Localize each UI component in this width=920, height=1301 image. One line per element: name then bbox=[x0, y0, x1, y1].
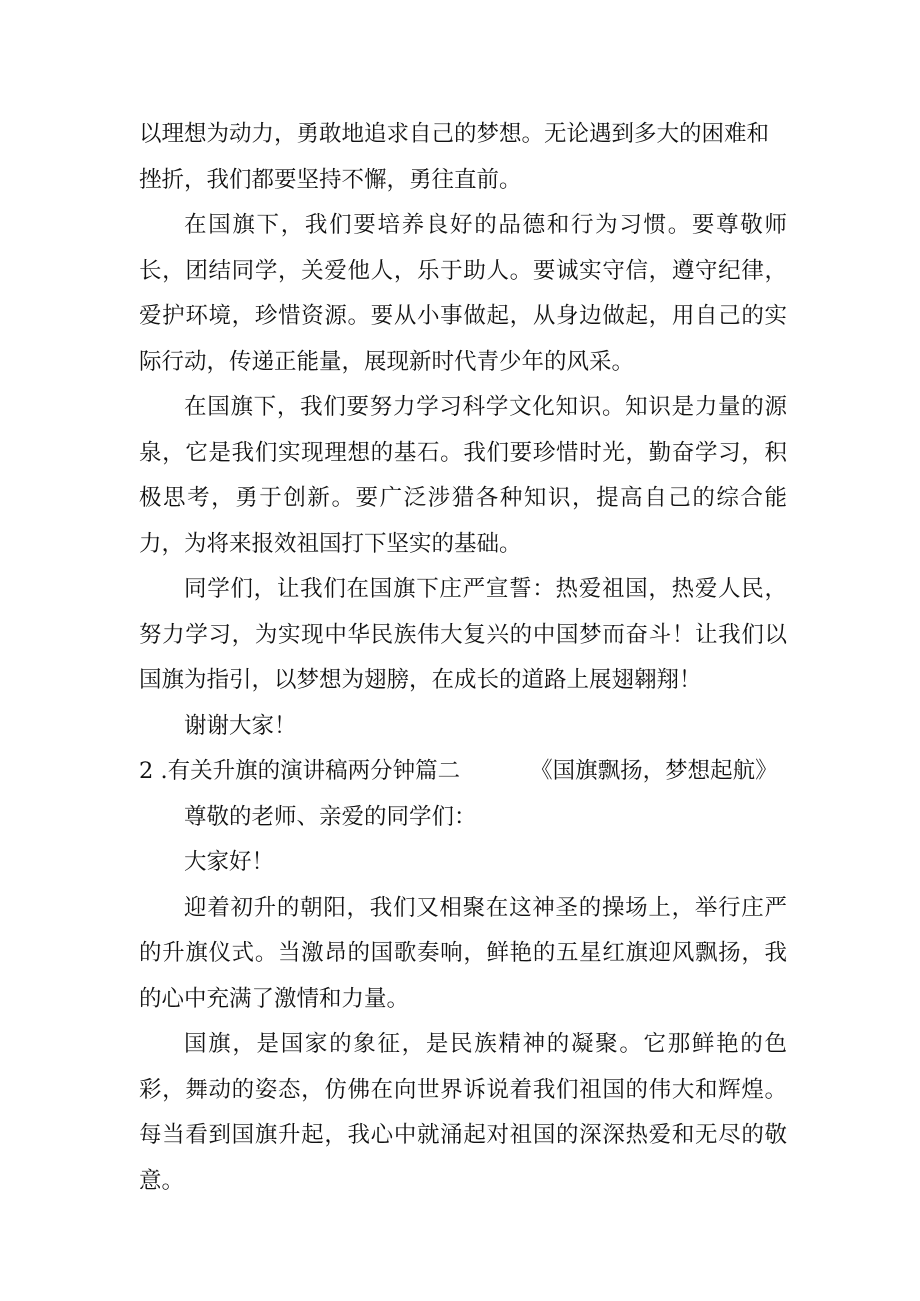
section-title: 《国旗飘扬，梦想起航》 bbox=[530, 758, 778, 784]
section-number: 2 bbox=[139, 758, 154, 784]
paragraph-thanks: 谢谢大家！ bbox=[184, 712, 297, 739]
paragraph-continued: 以理想为动力，勇敢地追求自己的梦想。无论遇到多大的困难和挫折，我们都要坚持不懈，勇往直前。 bbox=[139, 121, 770, 193]
section-label: .有关升旗的演讲稿两分钟篇二 bbox=[160, 758, 461, 784]
salutation: 尊敬的老师、亲爱的同学们： bbox=[184, 803, 477, 830]
paragraph-flag-raising: 迎着初升的朝阳，我们又相聚在这神圣的操场上，举行庄严的升旗仪式。当激昂的国歌奏响，鲜艳的五星红旗迎风飘扬，我的心中充满了激情和力量。 bbox=[139, 894, 787, 1012]
greeting: 大家好！ bbox=[184, 849, 275, 875]
paragraph-moral-character: 在国旗下，我们要培养良好的品德和行为习惯。要尊敬师长，团结同学，关爱他人，乐于助人。要诚实守信，遵守纪律，爱护环境，珍惜资源。要从小事做起，从身边做起，用自己的实际行动，传递正能量，展现新时代青少年的风采。 bbox=[139, 212, 787, 375]
document-body bbox=[139, 112, 787, 1204]
section-heading bbox=[139, 749, 787, 795]
paragraph-study-knowledge: 在国旗下，我们要努力学习科学文化知识。知识是力量的源泉，它是我们实现理想的基石。我们要珍惜时光，勤奋学习，积极思考，勇于创新。要广泛涉猎各种知识，提高自己的综合能力，为将来报效祖国打下坚实的基础。 bbox=[139, 394, 787, 557]
paragraph-pledge: 同学们，让我们在国旗下庄严宣誓：热爱祖国，热爱人民，努力学习，为实现中华民族伟大复兴的中国梦而奋斗！让我们以国旗为指引，以梦想为翅膀，在成长的道路上展翅翱翔！ bbox=[139, 576, 787, 693]
paragraph-flag-symbol: 国旗，是国家的象征，是民族精神的凝聚。它那鲜艳的色彩，舞动的姿态，仿佛在向世界诉说着我们祖国的伟大和辉煌。每当看到国旗升起，我心中就涌起对祖国的深深热爱和无尽的敬意。 bbox=[139, 1031, 787, 1194]
